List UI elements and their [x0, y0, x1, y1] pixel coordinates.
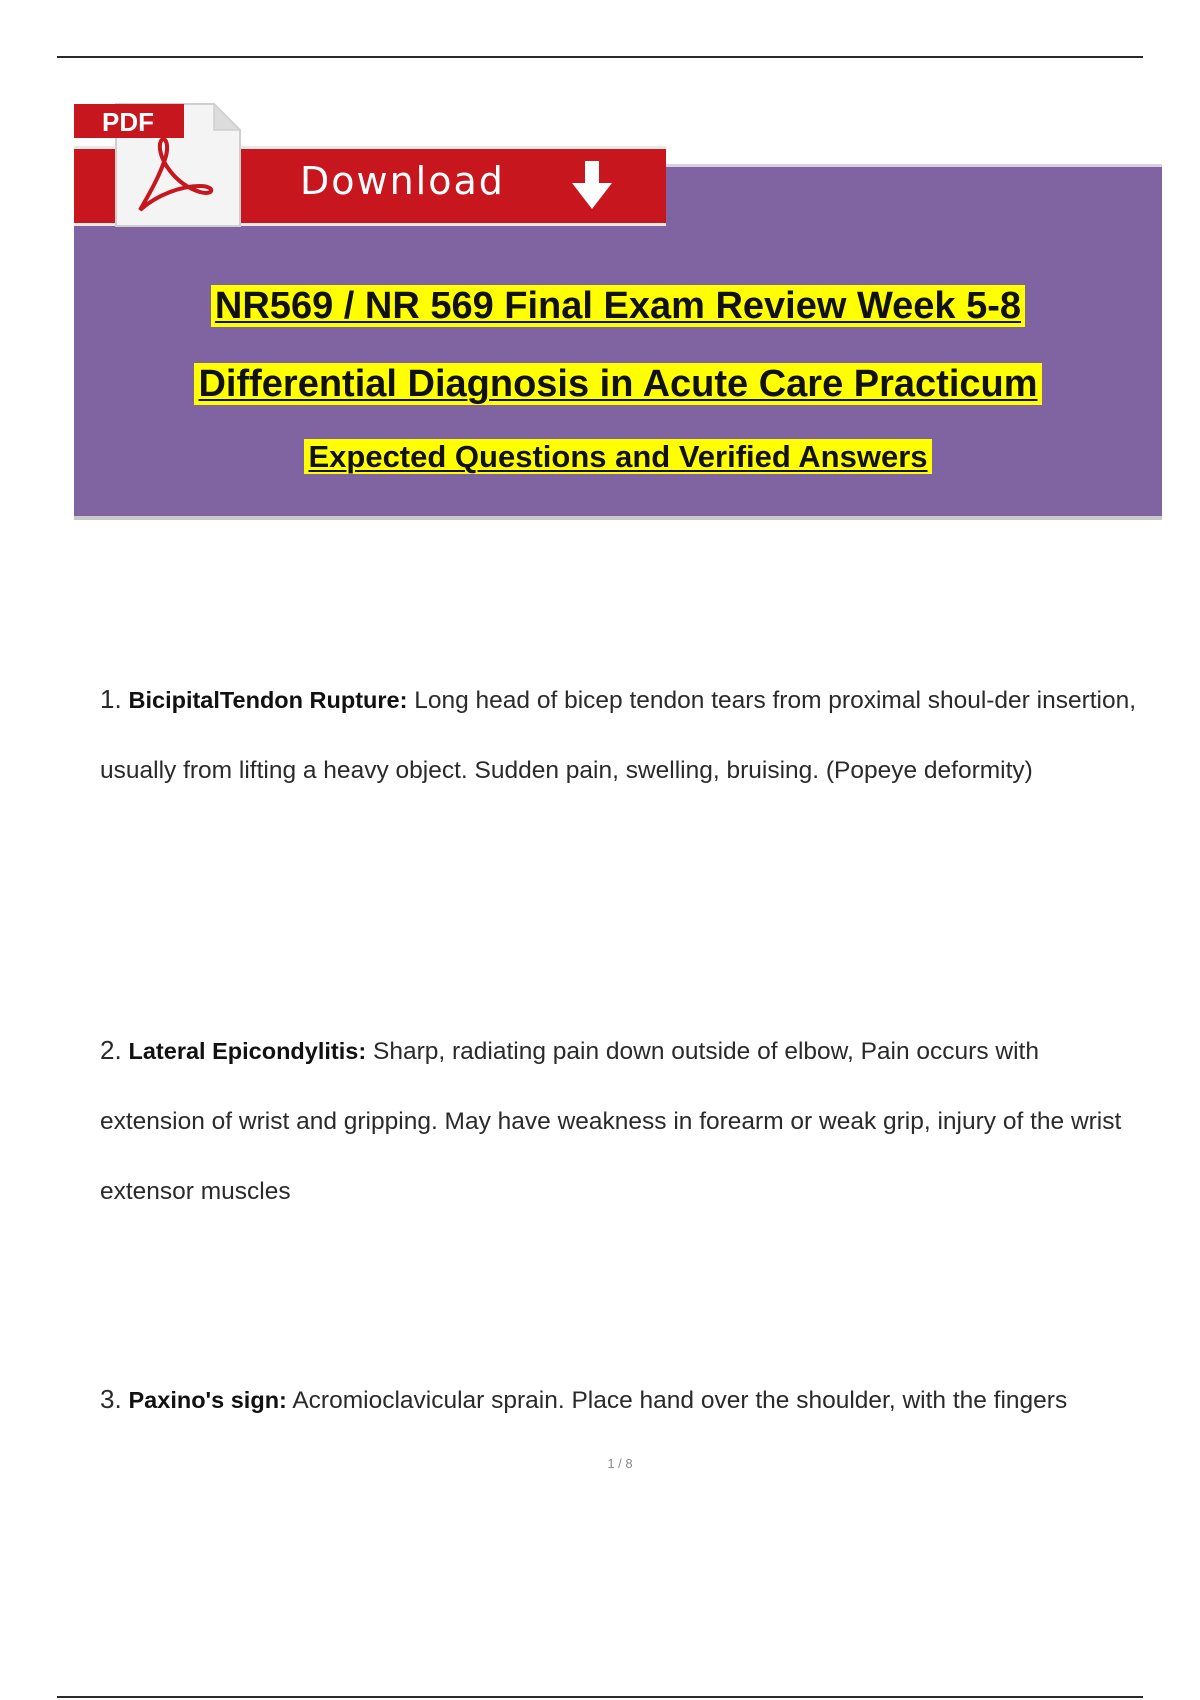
download-arrow-icon — [568, 159, 616, 213]
title-line-1 — [74, 285, 1162, 328]
pdf-file-icon[interactable] — [74, 100, 244, 228]
pdf-badge-text: PDF — [102, 107, 154, 137]
title-line-2-text: Differential Diagnosis in Acute Care Practicum — [194, 363, 1041, 405]
item-text: Sharp, radiating pain down outside of elbow, Pain occurs with extension of wrist and gripping. May have weakness in forearm or weak grip, injury of the wrist extensor muscles — [100, 1038, 1122, 1205]
title-line-3-text: Expected Questions and Verified Answers — [304, 439, 931, 474]
item-term: Lateral Epicondylitis: — [128, 1038, 367, 1064]
top-rule — [57, 56, 1143, 58]
download-label: Download — [300, 159, 505, 203]
item-term: BicipitalTendon Rupture: — [128, 687, 408, 713]
title-line-1-text: NR569 / NR 569 Final Exam Review Week 5-8 — [211, 285, 1025, 327]
banner-shadow — [74, 516, 1162, 520]
item-text: Long head of bicep tendon tears from proximal shoul-der insertion, usually from lifting a heavy object. Sudden pain, swelling, bruising. (Popeye deformity) — [100, 687, 1137, 784]
item-number: 1. — [100, 684, 122, 714]
item-text: Acromioclavicular sprain. Place hand over the shoulder, with the fingers — [292, 1387, 1068, 1414]
item-number: 2. — [100, 1035, 122, 1065]
item-term: Paxino's sign: — [128, 1387, 287, 1413]
bottom-rule — [57, 1696, 1143, 1698]
page-number: 1 / 8 — [607, 1456, 633, 1471]
title-line-3 — [74, 439, 1162, 475]
list-item — [100, 1015, 1140, 1227]
title-line-2 — [74, 363, 1162, 406]
list-item — [100, 664, 1140, 806]
list-item — [100, 1364, 1140, 1436]
item-number: 3. — [100, 1384, 122, 1414]
